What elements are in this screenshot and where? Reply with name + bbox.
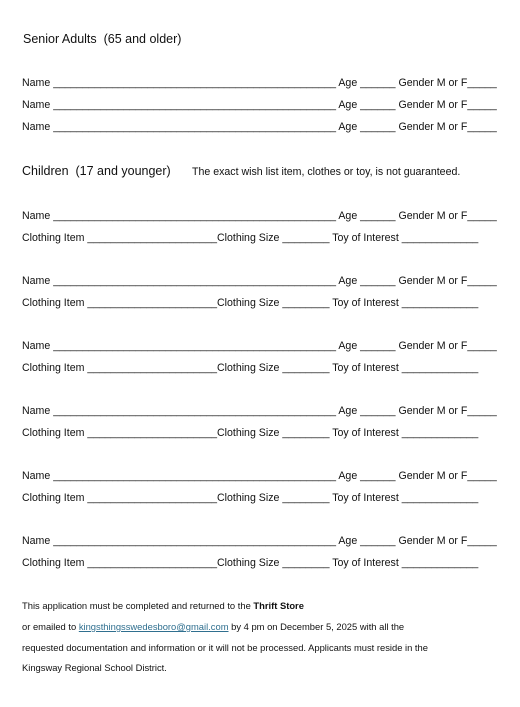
thrift-store-label: Thrift Store [253, 600, 304, 611]
senior-name-row-2[interactable]: Name ________________________________________________ Age ______ Gender M or F_____ [22, 99, 497, 111]
footer-line-2 [22, 621, 404, 632]
children-heading: Children (17 and younger) [22, 164, 171, 178]
footer-line-2-prefix: or emailed to [22, 621, 79, 632]
child-name-row-1[interactable]: Name ________________________________________________ Age ______ Gender M or F_____ [22, 210, 497, 222]
footer-line-1 [22, 600, 304, 611]
child-name-row-5[interactable]: Name ________________________________________________ Age ______ Gender M or F_____ [22, 470, 497, 482]
footer-line-3: requested documentation and information or it will not be processed. Applicants must reside in the [22, 642, 428, 653]
child-clothing-row-1[interactable]: Clothing Item ______________________Clothing Size ________ Toy of Interest _____________ [22, 232, 479, 244]
child-name-row-3[interactable]: Name ________________________________________________ Age ______ Gender M or F_____ [22, 340, 497, 352]
wish-list-disclaimer: The exact wish list item, clothes or toy, is not guaranteed. [192, 166, 461, 178]
senior-name-row-3[interactable]: Name ________________________________________________ Age ______ Gender M or F_____ [22, 121, 497, 133]
child-clothing-row-4[interactable]: Clothing Item ______________________Clothing Size ________ Toy of Interest _____________ [22, 427, 479, 439]
child-name-row-2[interactable]: Name ________________________________________________ Age ______ Gender M or F_____ [22, 275, 497, 287]
child-name-row-6[interactable]: Name ________________________________________________ Age ______ Gender M or F_____ [22, 535, 497, 547]
footer-line-2-suffix: by 4 pm on December 5, 2025 with all the [228, 621, 405, 632]
child-clothing-row-6[interactable]: Clothing Item ______________________Clothing Size ________ Toy of Interest _____________ [22, 557, 479, 569]
senior-name-row-1[interactable]: Name ________________________________________________ Age ______ Gender M or F_____ [22, 77, 497, 89]
child-clothing-row-3[interactable]: Clothing Item ______________________Clothing Size ________ Toy of Interest _____________ [22, 362, 479, 374]
child-name-row-4[interactable]: Name ________________________________________________ Age ______ Gender M or F_____ [22, 405, 497, 417]
child-clothing-row-5[interactable]: Clothing Item ______________________Clothing Size ________ Toy of Interest _____________ [22, 492, 479, 504]
child-clothing-row-2[interactable]: Clothing Item ______________________Clothing Size ________ Toy of Interest _____________ [22, 297, 479, 309]
email-link[interactable]: kingsthingsswedesboro@gmail.com [78, 621, 229, 632]
senior-adults-heading: Senior Adults (65 and older) [23, 32, 182, 46]
footer-line-1-text: This application must be completed and returned to the [22, 600, 254, 611]
footer-line-4: Kingsway Regional School District. [22, 662, 167, 673]
